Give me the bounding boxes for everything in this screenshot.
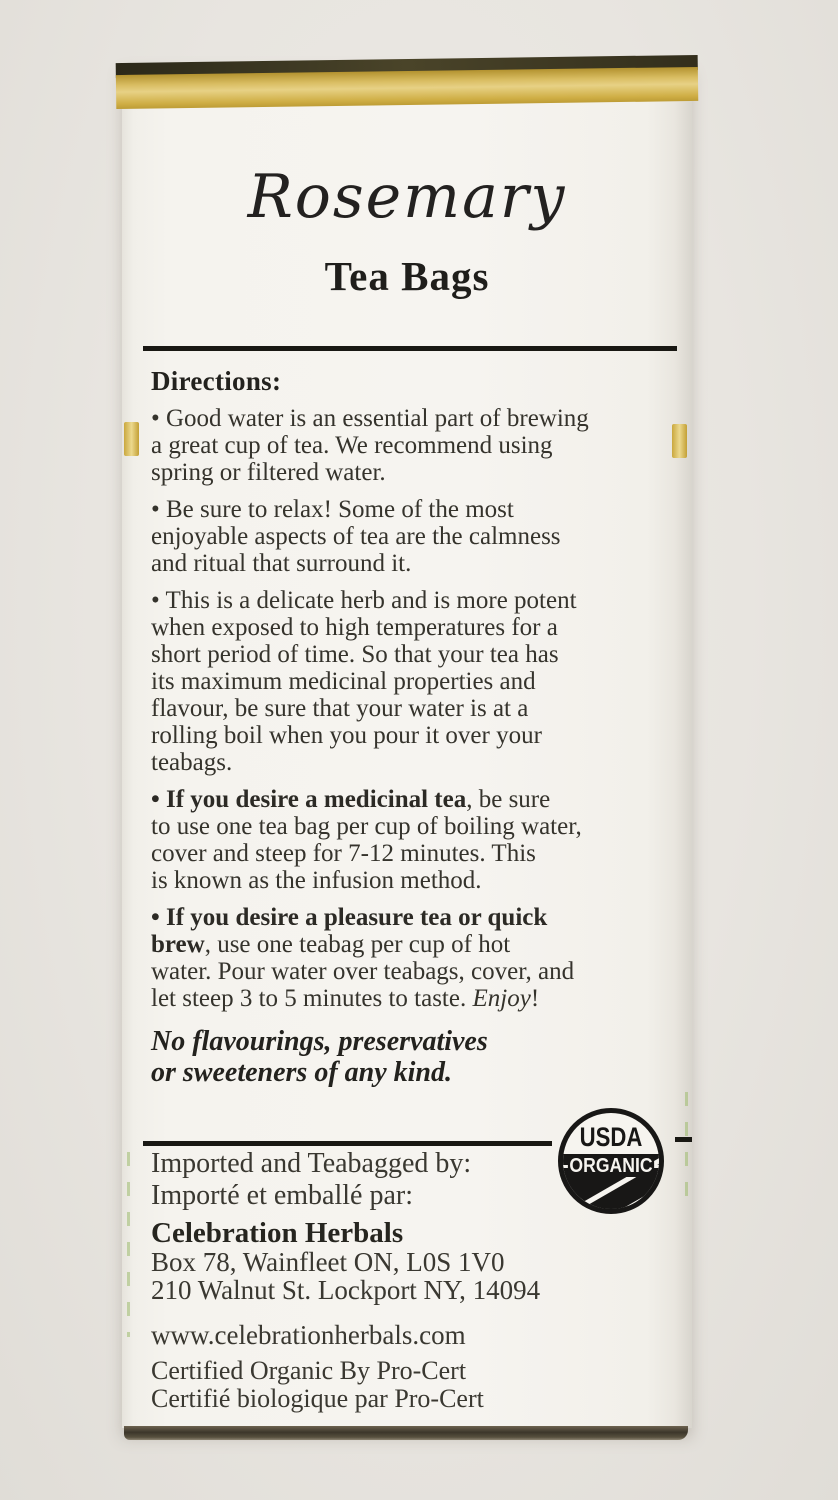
- pleasure-tea-lead2: brew: [151, 931, 205, 958]
- importer-section: [151, 1148, 671, 1413]
- directions-line: • This is a delicate herb and is more potent: [151, 587, 577, 614]
- directions-line: to use one tea bag per cup of boiling water,: [151, 813, 582, 840]
- product-name: Rosemary: [247, 162, 567, 232]
- directions-paragraph-relax: [151, 496, 681, 577]
- directions-line: is known as the infusion method.: [151, 867, 482, 894]
- directions-line: water. Pour water over teabags, cover, and: [151, 958, 575, 985]
- company-name: Celebration Herbals: [151, 1217, 404, 1249]
- usda-seal-top-label: USDA: [579, 1122, 643, 1152]
- edge-print-marks-left: [127, 1152, 130, 1337]
- directions-line: [151, 786, 681, 813]
- directions-line: • Be sure to relax! Some of the most: [151, 496, 514, 523]
- certification-fr: Certifié biologique par Pro-Cert: [151, 1384, 484, 1413]
- directions-line: flavour, be sure that your water is at a: [151, 695, 529, 722]
- company-website: www.celebrationherbals.com: [151, 1320, 466, 1350]
- directions-line: a great cup of tea. We recommend using: [151, 432, 553, 459]
- directions-paragraph-delicate-herb: [151, 587, 681, 776]
- directions-paragraph-pleasure-tea: [151, 904, 681, 1012]
- directions-heading: Directions:: [151, 366, 282, 396]
- directions-paragraph-medicinal-tea: [151, 786, 681, 894]
- company-address-line2: 210 Walnut St. Lockport NY, 14094: [151, 1275, 541, 1305]
- note-line: or sweeteners of any kind.: [151, 1057, 452, 1088]
- directions-paragraph-water: [151, 405, 681, 486]
- footer-divider: [143, 1141, 552, 1146]
- organic-text: ORGANIC: [569, 1155, 653, 1177]
- enjoy-exclaim: !: [530, 985, 540, 1012]
- directions-line: teabags.: [151, 749, 233, 776]
- medicinal-tea-lead: • If you desire a medicinal tea: [151, 786, 467, 813]
- directions-line: [151, 931, 681, 958]
- pleasure-tea-rest: , use one teabag per cup of hot: [204, 931, 511, 958]
- directions-line: and ritual that surround it.: [151, 550, 412, 577]
- directions-line: cover and steep for 7-12 minutes. This: [151, 840, 536, 867]
- importer-label-en: Imported and Teabagged by:: [151, 1148, 472, 1179]
- pleasure-tea-lead: • If you desire a pleasure tea or quick: [151, 904, 548, 931]
- box-lid: [116, 55, 699, 113]
- directions-line: short period of time. So that your tea has: [151, 641, 559, 668]
- directions-line: when exposed to high temperatures for a: [151, 614, 558, 641]
- enjoy-text: Enjoy: [472, 985, 531, 1012]
- gold-foil-tab-right: [672, 424, 687, 458]
- box-bottom-edge: [124, 1426, 688, 1440]
- importer-label-fr: Importé et emballé par:: [151, 1180, 413, 1211]
- certification-en: Certified Organic By Pro-Cert: [151, 1356, 467, 1385]
- steep-text: let steep 3 to 5 minutes to taste.: [151, 985, 473, 1012]
- company-address-line1: Box 78, Wainfleet ON, L0S 1V0: [151, 1247, 505, 1277]
- footer-divider-dash: [675, 1137, 692, 1142]
- no-additives-note: [151, 1026, 681, 1088]
- directions-section: [151, 368, 681, 1088]
- directions-line: spring or filtered water.: [151, 459, 386, 486]
- medicinal-tea-rest: , be sure: [466, 786, 551, 813]
- directions-line: rolling boil when you pour it over your: [151, 722, 542, 749]
- tea-box: [122, 62, 692, 1428]
- product-type: Tea Bags: [324, 253, 490, 299]
- directions-line: • Good water is an essential part of brewing: [151, 405, 589, 432]
- gold-band: [116, 67, 698, 109]
- note-line: No flavourings, preservatives: [151, 1026, 488, 1057]
- gold-foil-tab-left: [124, 422, 139, 456]
- title-divider: [143, 346, 677, 351]
- edge-print-marks-right: [685, 1092, 688, 1202]
- directions-line: enjoyable aspects of tea are the calmness: [151, 523, 561, 550]
- directions-line: its maximum medicinal properties and: [151, 668, 536, 695]
- directions-line: [151, 985, 681, 1012]
